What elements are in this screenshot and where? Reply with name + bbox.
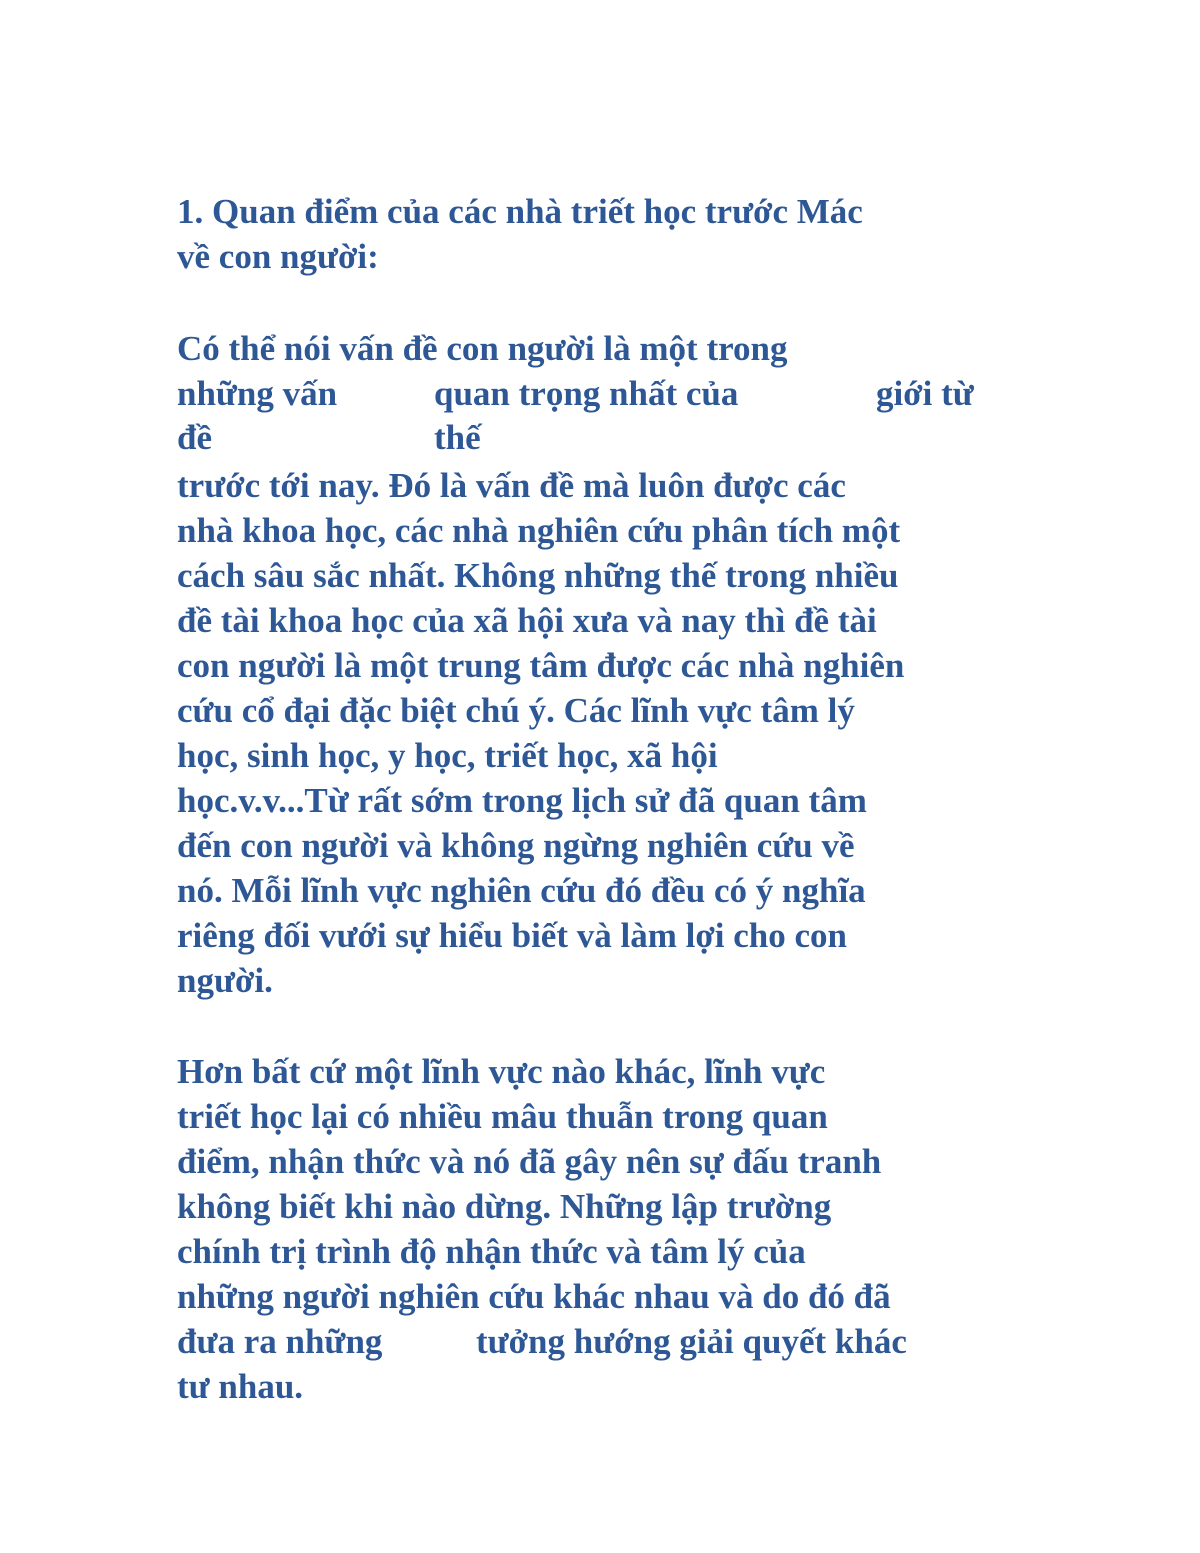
paragraph-2-line: điểm, nhận thức và nó đã gây nên sự đấu tranh [177, 1142, 882, 1181]
paragraph-1-line: cách sâu sắc nhất. Không những thế trong nhiều [177, 556, 899, 595]
paragraph-1-line: học, sinh học, y học, triết học, xã hội [177, 736, 718, 775]
paragraph-1-line: riêng đối vưới sự hiểu biết và làm lợi cho con [177, 916, 847, 955]
paragraph-2-line: chính trị trình độ nhận thức và tâm lý của [177, 1232, 806, 1271]
paragraph-1-col-text: thế [434, 418, 481, 457]
paragraph-1-line: nó. Mỗi lĩnh vực nghiên cứu đó đều có ý nghĩa [177, 871, 866, 910]
paragraph-1-line: người. [177, 961, 273, 1000]
paragraph-2-line: tư nhau. [177, 1367, 304, 1406]
heading-line-2: về con người: [177, 237, 379, 276]
paragraph-2-line: không biết khi nào dừng. Những lập trường [177, 1187, 832, 1226]
paragraph-2-col-text: đưa ra những [177, 1322, 383, 1361]
paragraph-1-line: đề tài khoa học của xã hội xưa và nay thì đề tài [177, 601, 877, 640]
paragraph-1-line: nhà khoa học, các nhà nghiên cứu phân tích một [177, 511, 901, 550]
paragraph-1-col-text: quan trọng nhất của [434, 374, 739, 413]
paragraph-2-line: Hơn bất cứ một lĩnh vực nào khác, lĩnh vực [177, 1052, 826, 1091]
paragraph-2-col-text: tưởng hướng giải quyết khác [476, 1322, 907, 1361]
paragraph-2-line: những người nghiên cứu khác nhau và do đó đã [177, 1277, 891, 1316]
paragraph-1-line: trước tới nay. Đó là vấn đề mà luôn được các [177, 466, 846, 505]
paragraph-1-line: Có thể nói vấn đề con người là một trong [177, 329, 788, 368]
paragraph-2-line: triết học lại có nhiều mâu thuẫn trong quan [177, 1097, 828, 1136]
paragraph-1-col-text: những vấn [177, 374, 338, 413]
paragraph-1-col-text: giới từ [876, 374, 974, 413]
paragraph-1-line: đến con người và không ngừng nghiên cứu về [177, 826, 855, 865]
heading-line-1: 1. Quan điểm của các nhà triết học trước Mác [177, 192, 863, 231]
paragraph-1-line: cứu cổ đại đặc biệt chú ý. Các lĩnh vực tâm lý [177, 691, 855, 730]
paragraph-1-line: con người là một trung tâm được các nhà nghiên [177, 646, 905, 685]
paragraph-1-col-text: đề [177, 418, 212, 457]
paragraph-1-line: học.v.v...Từ rất sớm trong lịch sử đã quan tâm [177, 781, 867, 820]
